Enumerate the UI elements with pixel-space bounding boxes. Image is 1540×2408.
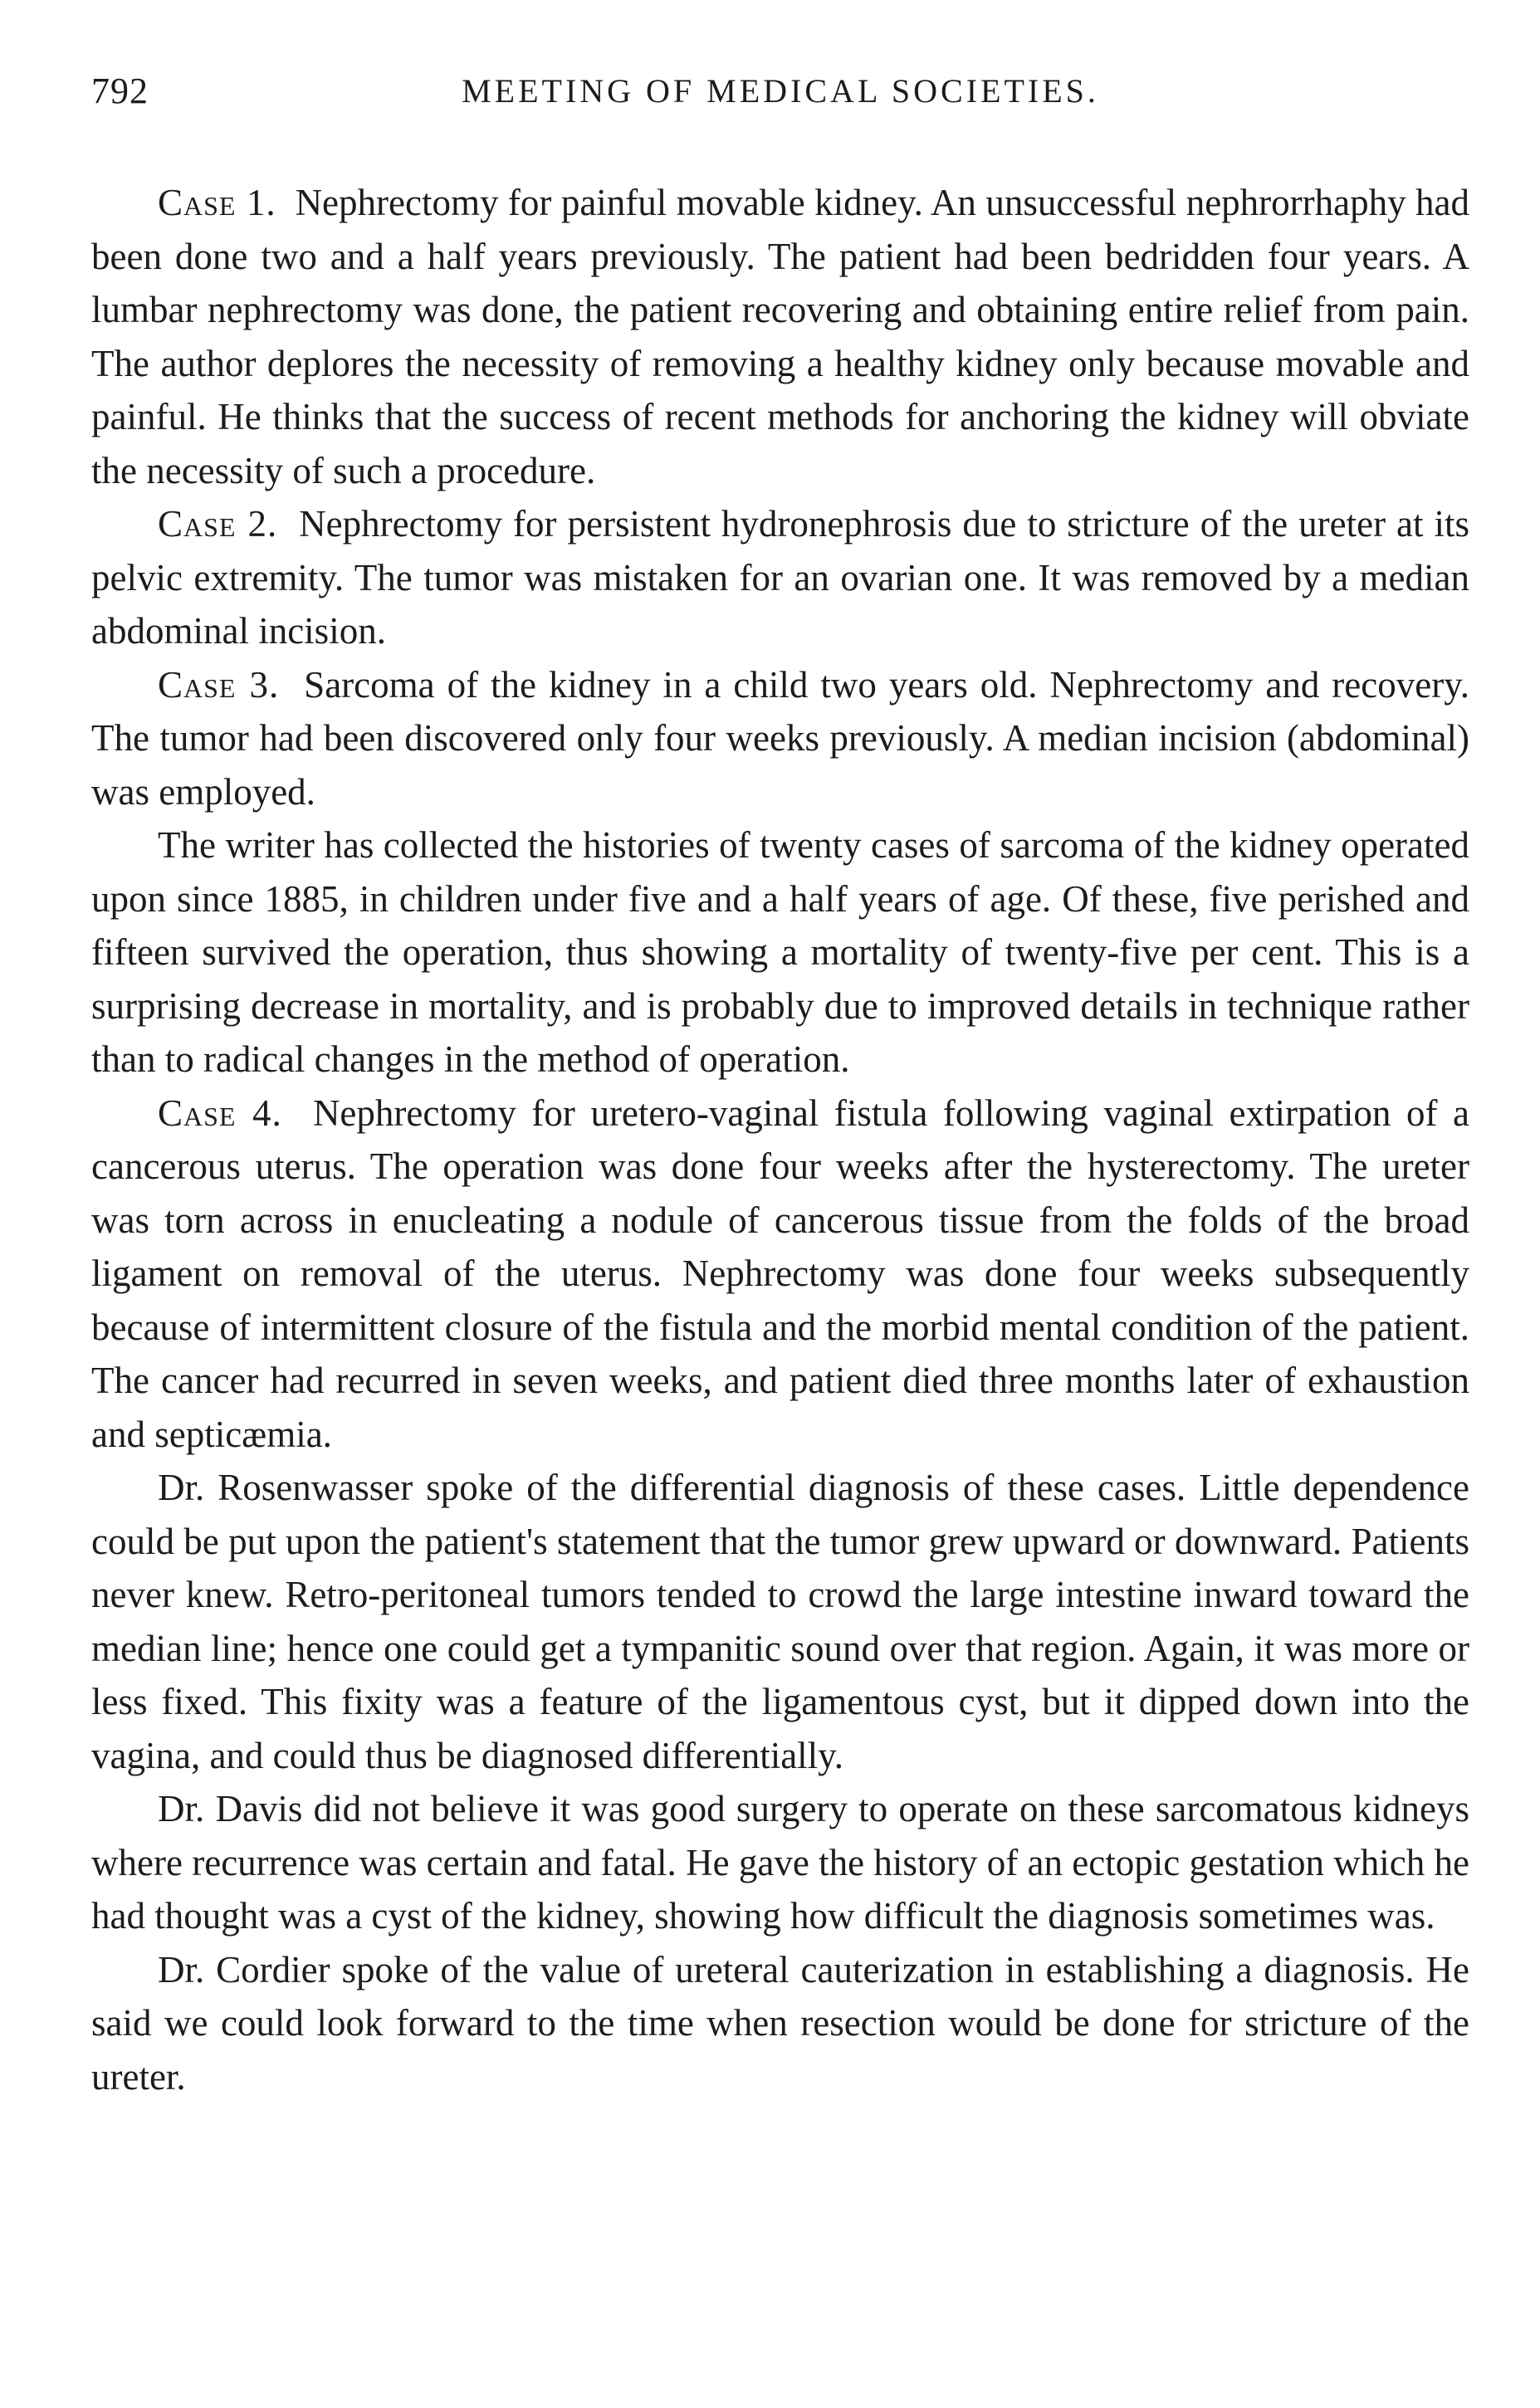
case-label: Case 4. (158, 1092, 282, 1134)
page-number: 792 (91, 71, 149, 111)
paragraph-text: Nephrectomy for painful movable kidney. An unsuccessful nephrorrhaphy had been done two and a half years previously. The patient had been bedridden four years. A lumbar nephrectomy was done, the patient recovering and obtaining entire relief from pain. The author deplores the necessity of removing a healthy kidney only because movable and painful. He thinks that the success of recent methods for anchoring the kidney will obviate the necessity of such a procedure. (91, 182, 1470, 491)
paragraph-cordier (91, 1943, 1469, 2104)
book-page (91, 66, 1469, 2103)
paragraph-text: Dr. Davis did not believe it was good surgery to operate on these sarcomatous kidneys where recurrence was certain and fatal. He gave the history of an ectopic gestation which he had thought was a cyst of the kidney, showing how difficult the diagnosis sometimes was. (91, 1788, 1469, 1937)
paragraph-text: Nephrectomy for uretero-vaginal fistula following vaginal extirpation of a cancerous uterus. The operation was done four weeks after the hysterectomy. The ureter was torn across in enucleating a nodule of cancerous tissue from the folds of the broad ligament on removal of the uterus. Nephrectomy was done four weeks subsequently because of intermittent closure of the fistula and the morbid mental condition of the patient. The cancer had recurred in seven weeks, and patient died three months later of exhaustion and septicæmia. (91, 1092, 1470, 1455)
paragraph-case-3 (91, 658, 1469, 819)
paragraph-davis (91, 1782, 1469, 1943)
body-text (91, 176, 1469, 2103)
case-label: Case 3. (158, 663, 280, 706)
case-label: Case 1. (158, 182, 276, 223)
paragraph-text: Sarcoma of the kidney in a child two years old. Nephrectomy and recovery. The tumor had been discovered only four weeks previously. A median incision (abdominal) was employed. (91, 663, 1470, 813)
paragraph-text: Nephrectomy for persistent hydronephrosis due to stricture of the ureter at its pelvic extremity. The tumor was mistaken for an ovarian one. It was removed by a median abdominal incision. (91, 503, 1469, 652)
case-label: Case 2. (158, 503, 278, 545)
paragraph-case-4 (91, 1087, 1469, 1462)
paragraph-case-1 (91, 176, 1469, 497)
paragraph-rosenwasser (91, 1461, 1469, 1782)
paragraph-case-2 (91, 497, 1469, 658)
paragraph-sarcoma-statistics (91, 818, 1469, 1087)
page-header (91, 66, 1469, 125)
paragraph-text: The writer has collected the histories of twenty cases of sarcoma of the kidney operated upon since 1885, in children under five and a half years of age. Of these, five perished and fifteen survived the operation, thus showing a mortality of twenty-five per cent. This is a surprising decrease in mortality, and is probably due to improved details in technique rather than to radical changes in the method of operation. (91, 824, 1469, 1080)
paragraph-text: Dr. Rosenwasser spoke of the differential diagnosis of these cases. Little dependence could be put upon the patient's statement that the tumor grew upward or downward. Patients never knew. Retro-peritoneal tumors tended to crowd the large intestine inward toward the median line; hence one could get a tympanitic sound over that region. Again, it was more or less fixed. This fixity was a feature of the ligamentous cyst, but it dipped down into the vagina, and could thus be diagnosed differentially. (91, 1467, 1469, 1776)
running-head: MEETING OF MEDICAL SOCIETIES. (462, 72, 1099, 110)
paragraph-text: Dr. Cordier spoke of the value of ureteral cauterization in establishing a diagnosis. He said we could look forward to the time when resection would be done for stricture of the ureter. (91, 1948, 1469, 2098)
